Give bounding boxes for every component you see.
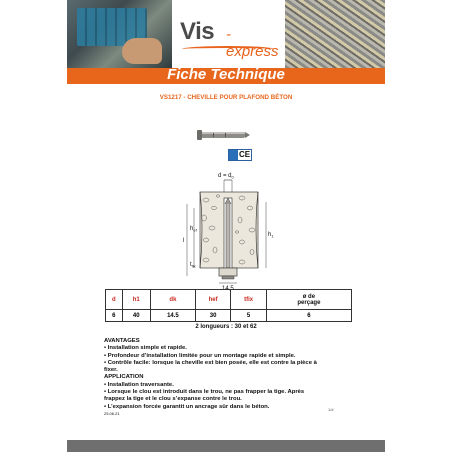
avantage-line: • Installation simple et rapide. <box>104 345 187 352</box>
spec-table-row <box>106 310 352 322</box>
header-banner <box>67 0 385 68</box>
eu-flag-icon <box>229 150 238 160</box>
application-line: • Lorsque le clou est introduit dans le trou, ne pas frapper la tige. Après <box>104 389 305 396</box>
footer-bar <box>67 440 385 452</box>
ce-mark-badge <box>228 149 252 161</box>
info-section <box>104 338 354 411</box>
cell-dk: 14.5 <box>150 310 195 322</box>
application-title: APPLICATION <box>104 374 144 381</box>
header-d: d <box>106 290 123 310</box>
avantage-line: fixer. <box>104 367 118 374</box>
logo-express-text: -express <box>226 26 279 60</box>
cell-tfix: 5 <box>231 310 266 322</box>
header-dk: dk <box>150 290 195 310</box>
logo-vis-text: Vis <box>180 18 215 45</box>
installation-diagram <box>182 168 282 293</box>
header-h1: h1 <box>122 290 150 310</box>
anchor-pin <box>226 202 230 268</box>
datasheet-page <box>67 0 385 452</box>
avantage-line: • Profondeur d’installation limitée pour un montage rapide et simple. <box>104 352 296 359</box>
fixture-plate <box>219 268 237 276</box>
workshop-photo <box>67 0 172 68</box>
header-drill-line1: ø de <box>302 293 316 300</box>
product-title: VS1217 - CHEVILLE POUR PLAFOND BÉTON <box>159 94 293 101</box>
cell-hef: 30 <box>195 310 230 322</box>
header-drill-line2: perçage <box>297 299 321 306</box>
application-line: • Installation traversante. <box>104 381 174 388</box>
cell-h1: 40 <box>122 310 150 322</box>
document-date: 25.06.21 <box>104 411 120 416</box>
application-line: frappez la tige et le clou s’expanse contre le trou. <box>104 396 242 403</box>
anchor-head <box>222 276 234 279</box>
screws-photo <box>285 0 385 68</box>
ribbon-title: Fiche Technique <box>167 66 285 83</box>
label-h1: $h_1$ <box>268 232 274 239</box>
cell-drill-diameter: 6 <box>266 310 351 322</box>
ce-mark-text: CE <box>239 150 251 159</box>
cell-d: 6 <box>106 310 123 322</box>
lengths-note: 2 longueurs : 30 et 62 <box>195 324 257 330</box>
spec-table <box>105 289 352 322</box>
avantage-line: • Contrôle facile: lorsque la cheville est bien posée, elle est contre la pièce à <box>104 359 317 366</box>
anchor-product-image <box>195 128 251 142</box>
spec-table-header-row <box>106 290 352 310</box>
label-width: 14,5 <box>222 286 234 292</box>
label-d: $d = d_0$ <box>218 173 234 180</box>
avantages-title: AVANTAGES <box>104 338 140 344</box>
hand-graphic <box>122 38 162 64</box>
application-line: • L’expansion forcée garantit un ancrage sûr dans le béton. <box>104 403 270 410</box>
header-tfix: tfix <box>231 290 266 310</box>
logo-swoosh <box>182 46 274 52</box>
header-drill-diameter <box>266 290 351 310</box>
label-tfix: $t_{fix}$ <box>190 262 196 269</box>
page-number: 1/# <box>328 407 334 412</box>
label-hef: $h_{ef}$ <box>190 226 197 233</box>
header-hef: hef <box>195 290 230 310</box>
label-l: l <box>183 238 185 244</box>
vis-express-logo <box>180 14 280 60</box>
